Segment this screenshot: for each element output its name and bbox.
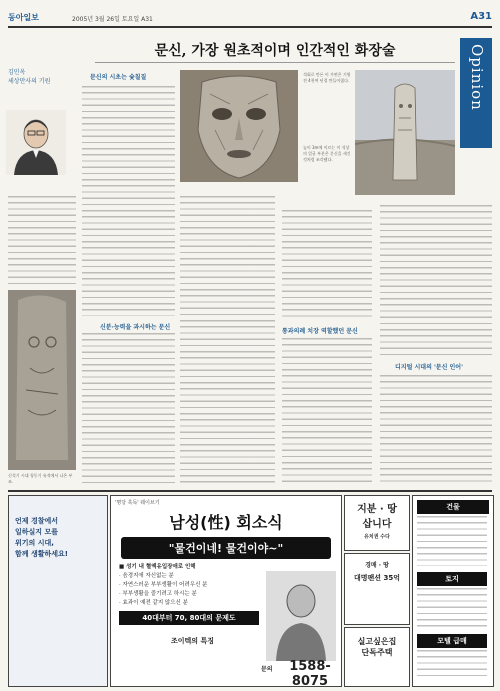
body-text-col2a — [82, 86, 175, 316]
main-ad — [110, 495, 342, 687]
right-bottom-ad — [344, 627, 410, 687]
newspaper-name: 동아일보 — [8, 13, 39, 22]
body-text-col2b — [82, 333, 175, 485]
main-ad-feature-5: · 효과이 예전 같지 않으신 분 — [119, 600, 188, 606]
section-band — [460, 38, 492, 148]
standing-stone-photo — [355, 70, 455, 195]
classified-header-3: 모텔 급매 — [417, 634, 487, 648]
masthead — [8, 10, 492, 24]
main-ad-feature-3: · 자연스러운 부부생활이 어려우신 분 — [119, 582, 208, 588]
classified-text-1 — [417, 516, 487, 566]
author-intro-text — [8, 196, 76, 286]
subhead-4: 디지털 시대의 '문신 인어' — [395, 364, 463, 371]
mask-caption: 석회로 만든 이 가면은 기원전 4천여 년경 만들어졌다. — [303, 72, 351, 83]
right-mid-ad-headline: 대명팬션 35억 — [354, 574, 400, 582]
stone-caption: 높이 3m에 이르는 이 석상의 얼굴 부분은 문신을 새긴 것처럼 조각됐다. — [303, 145, 351, 162]
main-ad-banner: 40대부터 70, 80대의 문제도 — [119, 611, 259, 625]
author-box — [8, 68, 76, 86]
author-portrait — [6, 110, 66, 175]
relief-caption: 신석기 시대 청동기 유적에서 나온 부조. — [8, 473, 73, 484]
date-line: 2005년 3월 26일 토요일 A31 — [72, 16, 153, 23]
page-number: A31 — [470, 11, 492, 22]
masthead-rule — [8, 26, 492, 28]
body-text-col4a — [282, 210, 372, 320]
subhead-2: 신분·능력을 과시하는 문신 — [100, 324, 171, 331]
main-ad-phone-label: 문의 — [261, 666, 273, 673]
left-ad-line-4: 함께 생활하세요! — [15, 550, 68, 558]
left-ad — [8, 495, 108, 687]
mask-photo — [180, 70, 298, 182]
main-ad-phone: 1588-8075 — [289, 659, 331, 687]
body-text-col5a — [380, 205, 492, 355]
body-text-col3 — [180, 196, 275, 486]
body-text-col5b — [380, 375, 492, 486]
right-mid-ad-sub: 경매 · 땅 — [365, 562, 389, 569]
left-ad-line-3: 위기의 시대, — [15, 539, 54, 547]
headline-rule — [95, 62, 455, 63]
author-title: 세상만사의 기원 — [8, 78, 51, 85]
subhead-3: 통과의례 치장 역할했던 문신 — [282, 328, 358, 335]
main-ad-portrait — [266, 571, 336, 661]
headline: 문신, 가장 원초적이며 인간적인 화장술 — [154, 43, 396, 59]
relief-photo — [8, 290, 76, 470]
classified-header-2: 토지 — [417, 572, 487, 586]
right-top-ad-line-2: 삽니다 — [362, 519, 392, 530]
right-top-ad-sub: 유치권 수다 — [364, 534, 390, 540]
classified-text-2 — [417, 588, 487, 628]
main-ad-slogan: "물건이네! 물건이야~" — [121, 537, 331, 559]
right-top-ad — [344, 495, 410, 551]
main-ad-footer-name: 조이텍의 특징 — [171, 637, 215, 645]
right-mid-ad — [344, 553, 410, 625]
right-top-ad-line-1: 지분 · 땅 — [357, 504, 397, 515]
main-ad-top-label: '명당 혹독' 웨이브기 — [115, 500, 160, 506]
main-ad-feature-1: ■ 성기 내 혈액유입장애로 인해 — [119, 564, 196, 570]
main-ad-feature-2: · 음경지에 자신없는 분 — [119, 573, 174, 579]
main-ad-brand: 남성(性) 회소식 — [169, 513, 283, 532]
body-text-col4b — [282, 338, 372, 486]
right-bottom-ad-line-2: 단독주택 — [361, 648, 393, 657]
main-ad-feature-4: · 부부생활을 즐기려고 하시는 분 — [119, 591, 197, 597]
ad-divider-rule — [8, 490, 492, 492]
classified-text-3 — [417, 650, 487, 680]
author-name: 김민옥 — [8, 69, 26, 76]
classified-ad — [412, 495, 494, 687]
subhead-1: 문신의 시초는 숯칠질 — [90, 74, 147, 81]
section-label: Opinion — [468, 44, 486, 111]
right-bottom-ad-line-1: 실고싶은집 — [357, 637, 397, 646]
left-ad-line-2: 일하실지 모를 — [15, 528, 59, 536]
left-ad-line-1: 언제 경찰에서 — [15, 517, 59, 525]
classified-header-1: 건물 — [417, 500, 489, 514]
